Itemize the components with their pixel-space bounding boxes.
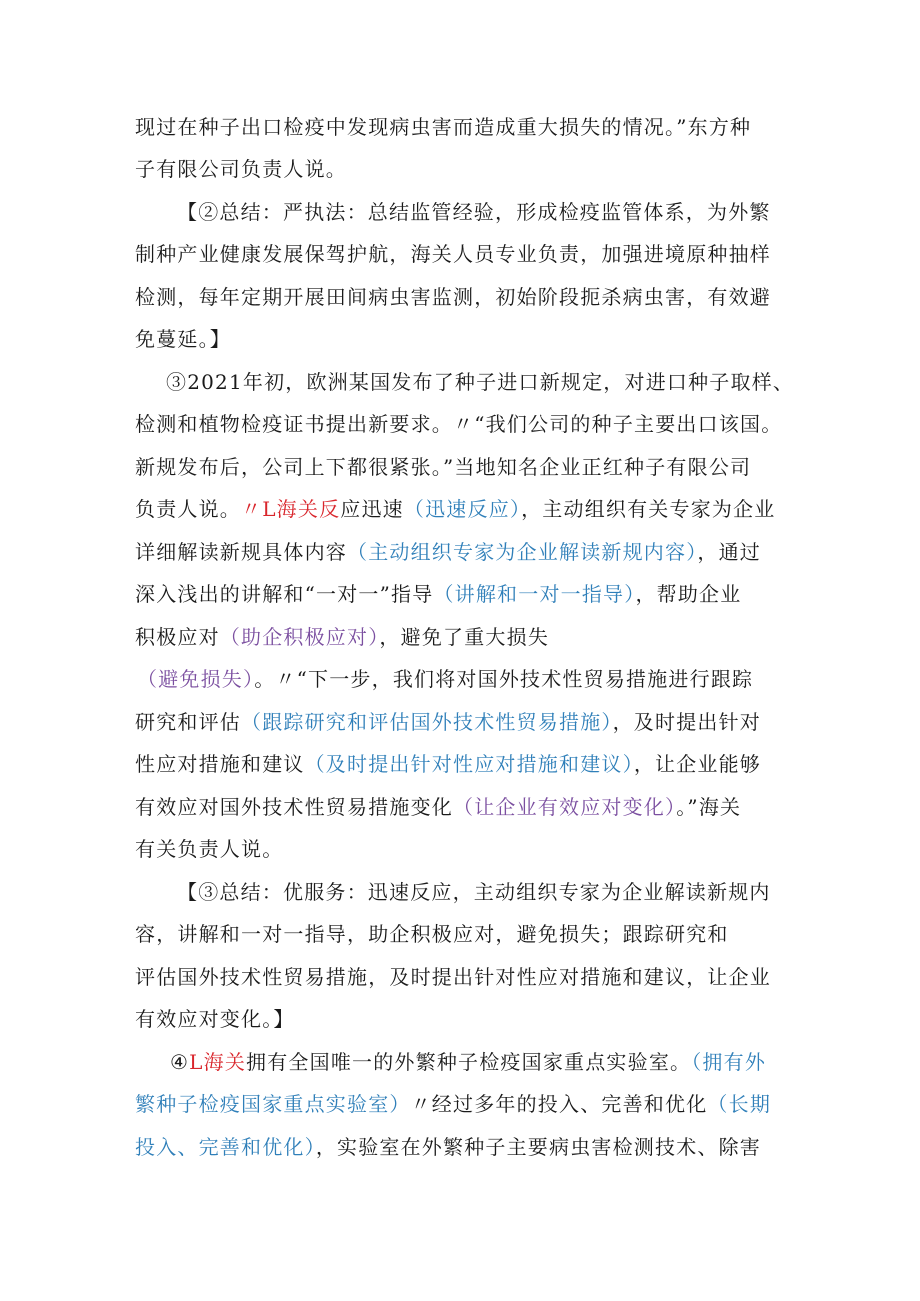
text-run: ，主动组织有关专家为企业 — [521, 497, 776, 521]
annotation-blue: （讲解和一对一指导） — [433, 582, 636, 606]
text-run: ，及时提出针对 — [612, 710, 762, 734]
text-line — [135, 794, 741, 820]
text-run: 评估国外技术性贸易措施，及时提出针对性应对措施和建议，让企业 — [135, 965, 771, 989]
text-run: 深入浅出的讲解和“一对一”指导 — [135, 582, 434, 606]
text-line — [135, 836, 283, 862]
text-line — [135, 921, 729, 947]
annotation-purple: （避免损失） — [137, 667, 255, 691]
text-line — [135, 284, 771, 310]
text-run: 有关负责人说。 — [135, 837, 284, 861]
text-line — [135, 496, 776, 522]
text-line — [135, 1091, 771, 1117]
text-run: 现过在种子出口检疫中发现病虫害而造成重大损失的情况。”东方种 — [135, 115, 752, 139]
text-line — [166, 369, 794, 395]
text-run: 。”海关 — [676, 795, 742, 819]
text-line — [135, 411, 782, 437]
annotation-blue: （长期 — [707, 1092, 772, 1116]
text-line — [135, 1006, 295, 1032]
text-line — [135, 751, 761, 777]
highlight-red: 〃L海关反 — [241, 497, 341, 521]
text-line — [137, 666, 753, 692]
annotation-blue: （拥有外 — [691, 1050, 767, 1074]
text-line — [135, 156, 347, 182]
text-run: 检测，每年定期开展田间病虫害监测，初始阶段扼杀病虫害，有效避 — [135, 285, 771, 309]
annotation-blue: （及时提出针对性应对措施和建议） — [304, 752, 634, 776]
text-run: 有效应对变化。】 — [135, 1007, 295, 1031]
annotation-blue: （迅速反应） — [403, 497, 522, 521]
text-run: ，让企业能够 — [633, 752, 762, 776]
text-line — [135, 539, 761, 565]
text-line — [135, 964, 771, 990]
text-line — [135, 454, 751, 480]
text-line — [170, 1049, 766, 1075]
text-run: ，帮助企业 — [635, 582, 742, 606]
text-run: ③2021年初，欧洲某国发布了种子进口新规定，对进口种子取样、 — [166, 370, 795, 394]
text-run: 拥有全国唯一的外繁种子检疫国家重点实验室。 — [246, 1050, 692, 1074]
text-run: 子有限公司负责人说。 — [135, 157, 347, 181]
text-run: 详细解读新规具体内容 — [135, 540, 347, 564]
text-line — [135, 114, 751, 140]
text-line — [135, 1134, 761, 1160]
annotation-blue: （主动组织专家为企业解读新规内容） — [347, 540, 698, 564]
text-run: 容，讲解和一对一指导，助企积极应对，避免损失；跟踪研究和 — [135, 922, 729, 946]
text-run: 【③总结：优服务：迅速反应，主动组织专家为企业解读新规内 — [177, 880, 771, 904]
text-run: 积极应对 — [135, 625, 220, 649]
text-line — [135, 241, 771, 267]
text-line — [135, 709, 761, 735]
annotation-blue: 繁种子检疫国家重点实验室） — [135, 1092, 411, 1116]
text-run: 免蔓延。】 — [135, 327, 231, 351]
annotation-blue: 投入、完善和优化） — [135, 1135, 316, 1159]
text-run: ，通过 — [697, 540, 762, 564]
highlight-red: L海关 — [189, 1050, 247, 1074]
text-run: ，避免了重大损失 — [379, 625, 550, 649]
text-run: 检测和植物检疫证书提出新要求。〃“我们公司的种子主要出口该国。 — [135, 412, 783, 436]
text-line — [135, 326, 231, 352]
annotation-purple: （让企业有效应对变化） — [453, 795, 677, 819]
text-run: 应迅速 — [340, 497, 404, 521]
text-run: ，实验室在外繁种子主要病虫害检测技术、除害 — [315, 1135, 762, 1159]
text-run: ④ — [170, 1050, 190, 1074]
text-run: 负责人说。 — [135, 497, 241, 521]
text-run: 制种产业健康发展保驾护航，海关人员专业负责，加强进境原种抽样 — [135, 242, 771, 266]
text-line — [135, 581, 741, 607]
text-run: 新规发布后，公司上下都很紧张。”当地知名企业正红种子有限公司 — [135, 455, 752, 479]
text-run: 研究和评估 — [135, 710, 241, 734]
text-run: 有效应对国外技术性贸易措施变化 — [135, 795, 453, 819]
text-line — [135, 624, 549, 650]
text-run: 。〃“下一步，我们将对国外技术性贸易措施进行跟踪 — [254, 667, 754, 691]
annotation-purple: （助企积极应对） — [219, 625, 380, 649]
annotation-blue: （跟踪研究和评估国外技术性贸易措施） — [241, 710, 613, 734]
text-run: 【②总结：严执法：总结监管经验，形成检疫监管体系，为外繁 — [177, 200, 771, 224]
text-line — [177, 879, 771, 905]
text-run: 性应对措施和建议 — [135, 752, 305, 776]
text-run: 〃经过多年的投入、完善和优化 — [410, 1092, 708, 1116]
text-line — [177, 199, 771, 225]
